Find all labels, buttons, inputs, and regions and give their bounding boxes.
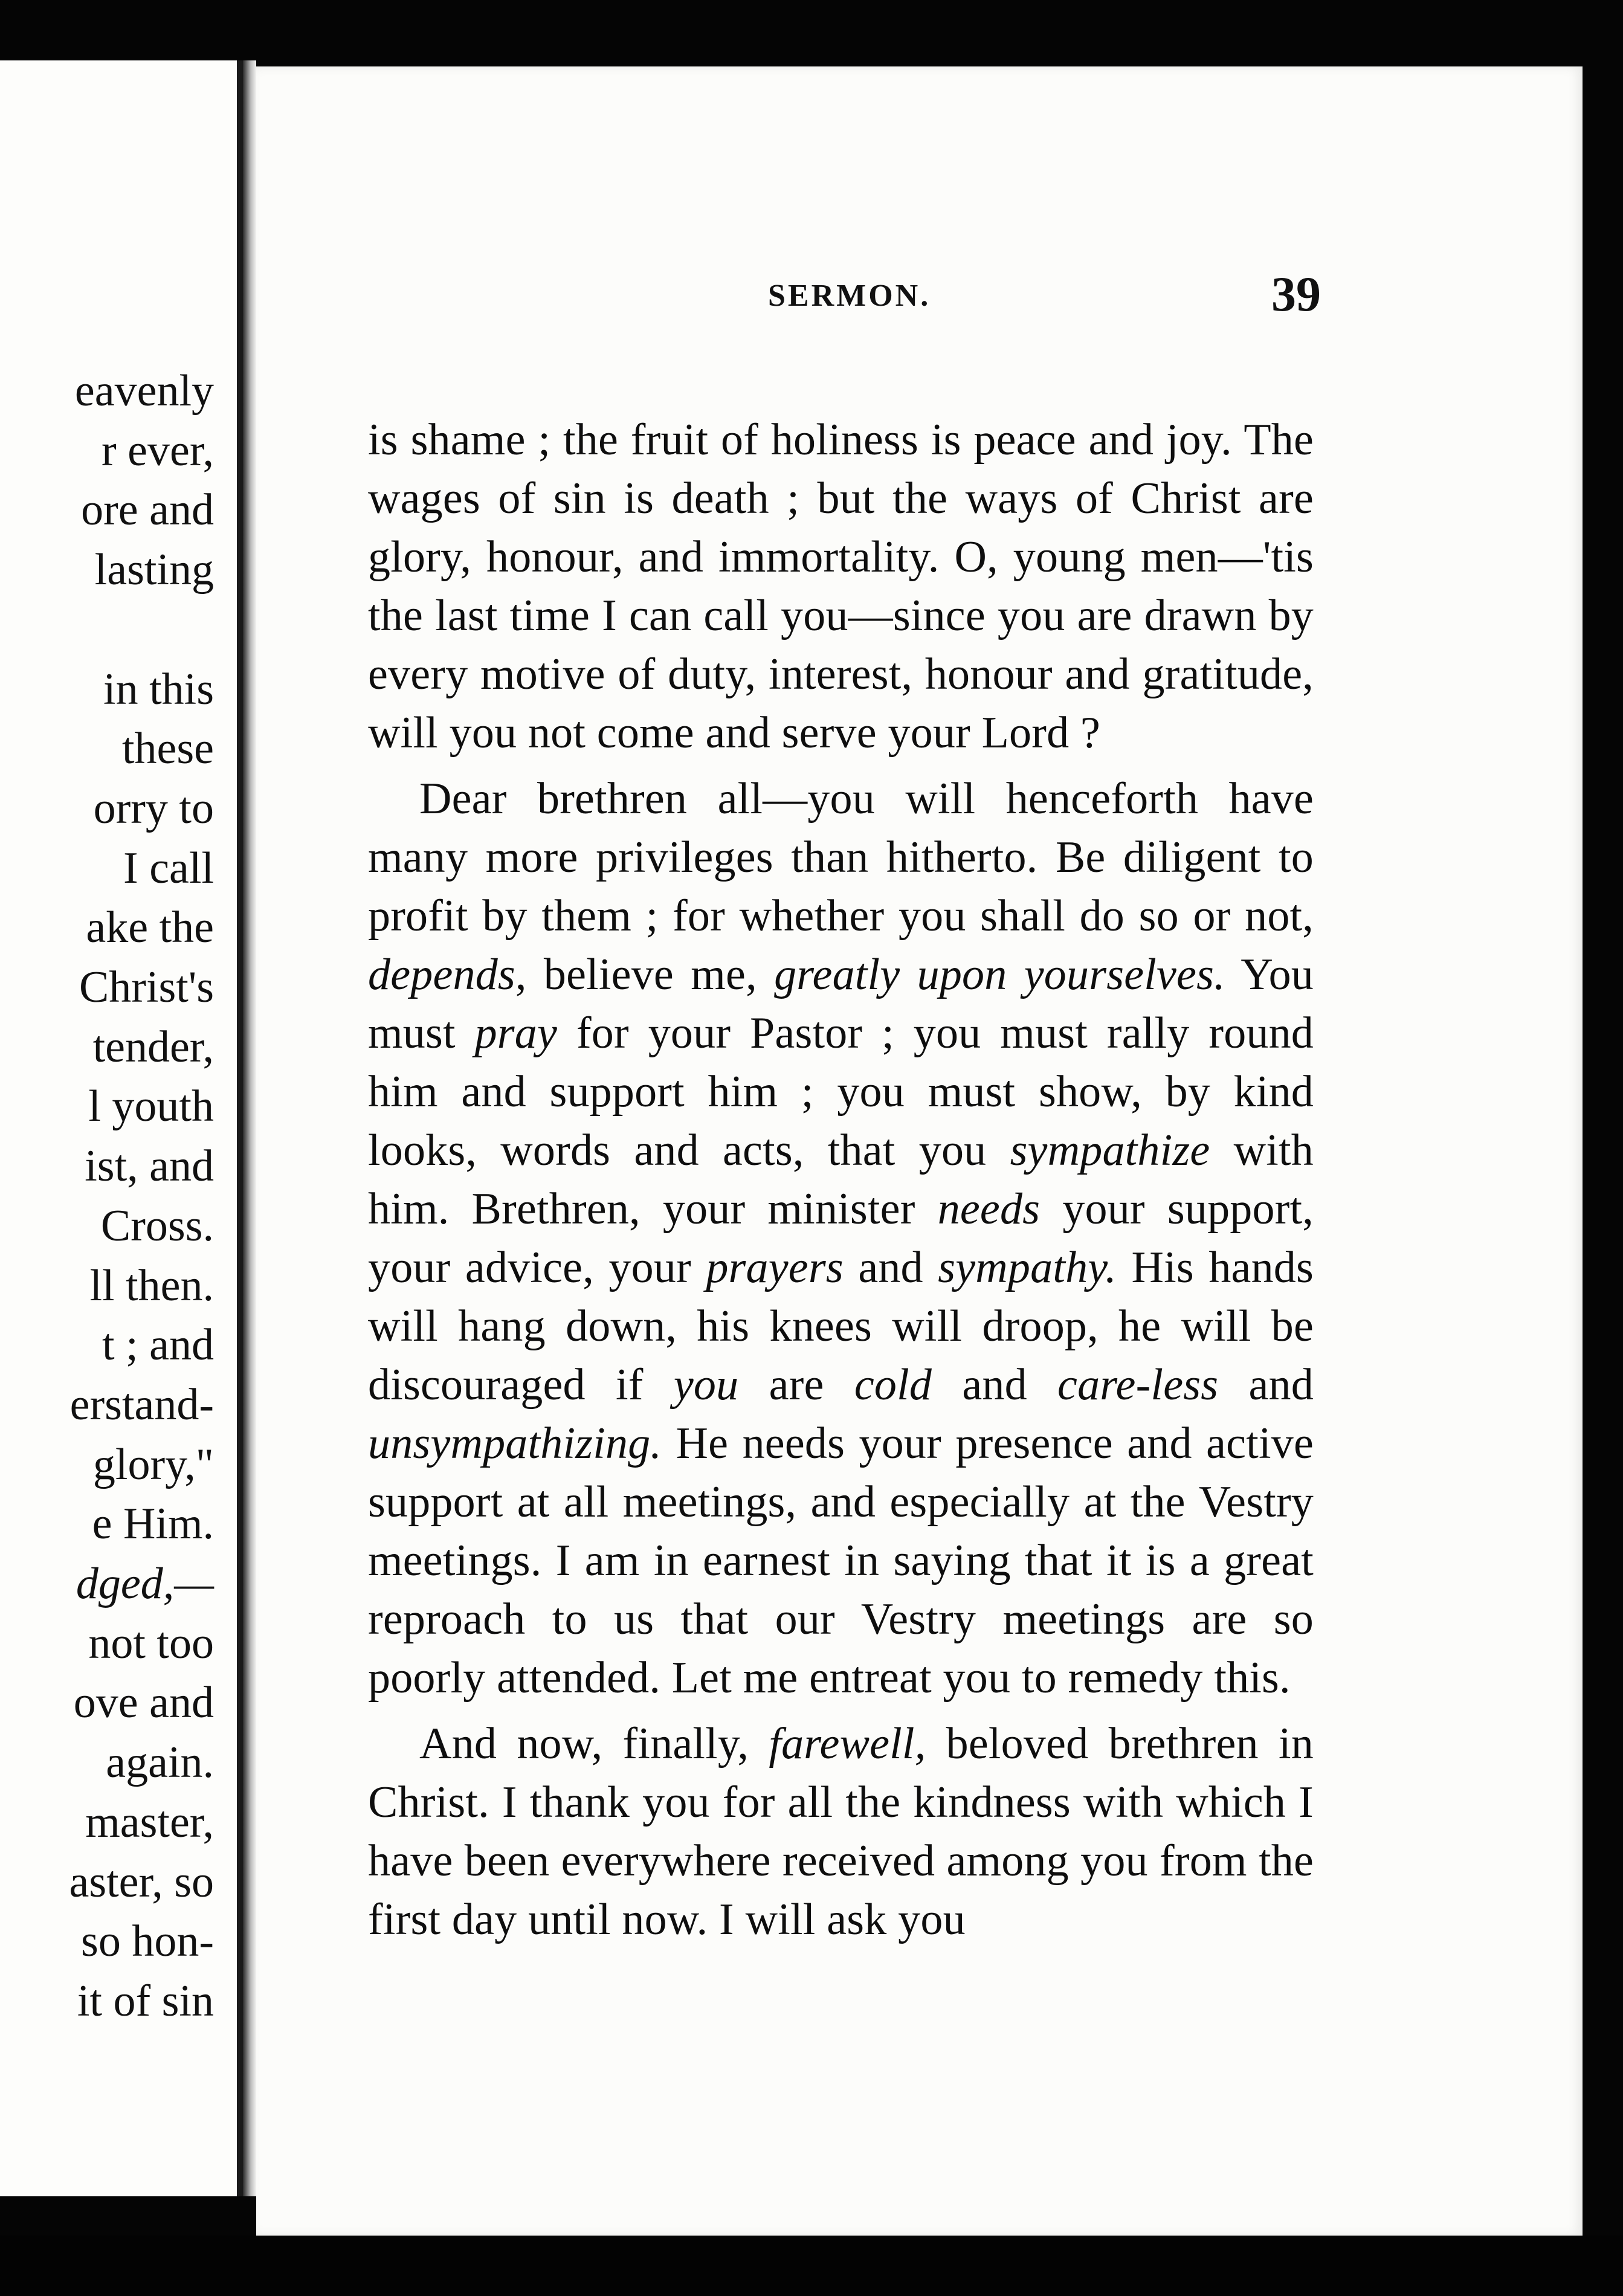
body-text [368, 411, 1314, 1949]
previous-page-line: orry to [93, 783, 214, 833]
previous-page-line: I call [123, 843, 214, 893]
previous-page-line: ll then. [89, 1260, 214, 1311]
italic-run: needs [937, 1184, 1041, 1234]
previous-page-line: in this [103, 664, 214, 714]
text-run: beloved brethren in Christ. I thank you for all the kindness with which I have been everywhere received among you from the first day until now. I will ask you [368, 1719, 1314, 1944]
previous-page-line: aster, so [69, 1857, 214, 1907]
previous-page-line: glory," [92, 1439, 214, 1489]
previous-page-line: ake the [86, 903, 214, 953]
text-run: , believe me, [515, 950, 775, 999]
running-head [256, 266, 1583, 326]
page [256, 66, 1583, 2236]
previous-page-line: t ; and [102, 1320, 214, 1370]
italic-run: sympathy. [938, 1243, 1117, 1292]
paragraph [368, 411, 1314, 763]
text-run: and [843, 1243, 938, 1292]
previous-page-line: so hon- [81, 1917, 214, 1967]
previous-page-line: ist, and [85, 1141, 214, 1192]
previous-page-line: eavenly [74, 366, 214, 416]
text-run: and [932, 1360, 1058, 1410]
previous-page-edge [0, 60, 243, 2196]
text-run: His hands will hang down, his knees will droop, he will be discouraged if [368, 1243, 1314, 1410]
text-run: He needs your presence and active support at all meetings, and especially at the Vestry meetings. I am in earnest in saying that it is a great reproach to us that our Vestry meetings are so poorly attended. Let me entreat you to remedy this. [368, 1419, 1314, 1703]
paragraph [368, 770, 1314, 1707]
italic-run: unsympathizing. [368, 1419, 662, 1468]
italic-run: pray [474, 1008, 558, 1058]
text-run: And now, finally, [419, 1719, 769, 1769]
text-run: is shame ; the fruit of holiness is peace and joy. The wages of sin is death ; but the ways of Christ are glory, honour, and immortality. O, young men—'tis the last time I can call you—since you are drawn by every motive of duty, interest, honour and gratitude, will you not come and serve your Lord ? [368, 415, 1314, 758]
previous-page-line: again. [106, 1738, 214, 1788]
text-run: with him. Brethren, your minister [368, 1126, 1314, 1234]
italic-run: prayers [706, 1243, 844, 1292]
paragraph [368, 1715, 1314, 1949]
italic-run: sympathize [1010, 1126, 1210, 1175]
italic-run: you [673, 1360, 739, 1410]
previous-page-line: erstand- [69, 1379, 214, 1430]
text-run: your support, your advice, your [368, 1184, 1314, 1292]
previous-page-line: lasting [94, 545, 214, 595]
previous-page-line: Christ's [79, 963, 214, 1012]
previous-page-line: ove and [73, 1678, 214, 1728]
text-run: You must [368, 950, 1314, 1058]
previous-page-line: r ever, [101, 425, 214, 476]
previous-page-line: e Him. [92, 1499, 214, 1549]
italic-run: farewell, [769, 1719, 926, 1769]
italic-run: greatly upon yourselves. [774, 950, 1225, 999]
text-run: are [738, 1360, 854, 1410]
italic-run: care-less [1057, 1360, 1219, 1410]
text-run: and [1218, 1360, 1314, 1410]
running-head-title: SERMON. [768, 279, 931, 313]
text-run: Dear brethren all—you will henceforth have many more privileges than hitherto. Be diligent to profit by them ; for whether you shall do so or not, [368, 774, 1314, 941]
previous-page-line: master, [85, 1797, 214, 1847]
previous-page-line: these [121, 724, 214, 774]
previous-page-line: ore and [81, 485, 214, 535]
previous-page-line: l youth [88, 1082, 214, 1132]
previous-page-line: not too [88, 1618, 214, 1668]
italic-run: cold [854, 1360, 932, 1410]
previous-page-line: tender, [92, 1022, 214, 1072]
book-gutter [243, 60, 256, 2196]
previous-page-line: dged,— [76, 1559, 214, 1608]
previous-page-line: it of sin [77, 1976, 214, 2026]
page-number: 39 [1271, 266, 1321, 321]
scan-bottom-edge [0, 2236, 1623, 2296]
italic-run: depends [368, 950, 515, 999]
previous-page-line: Cross. [100, 1201, 214, 1251]
text-run: for your Pastor ; you must rally round him and support him ; you must show, by kind looks, words and acts, that you [368, 1008, 1314, 1175]
